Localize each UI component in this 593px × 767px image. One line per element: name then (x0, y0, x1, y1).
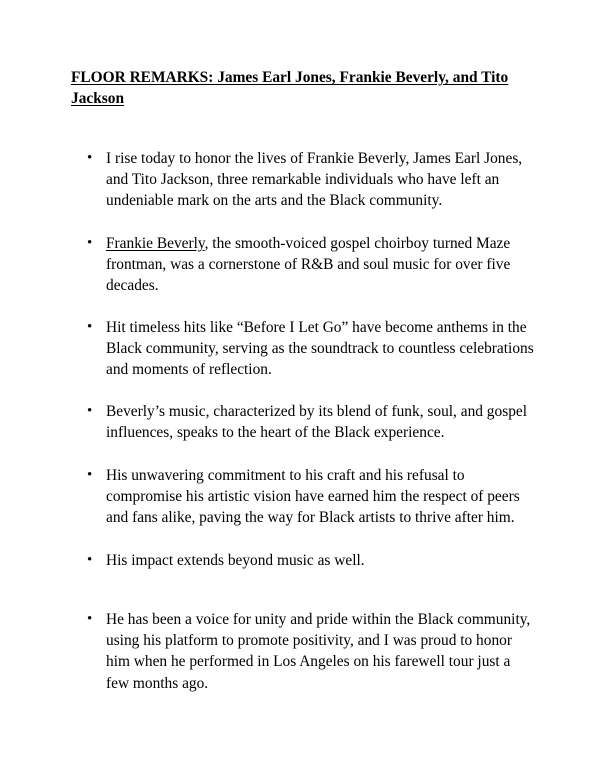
bullet-item (87, 148, 537, 212)
bullet-text: Beverly’s music, characterized by its blend of funk, soul, and gospel influences, speaks to the heart of the Black experience. (106, 403, 527, 442)
bullet-text: Hit timeless hits like “Before I Let Go” have become anthems in the Black community, serving as the soundtrack to countless celebrations and moments of reflection. (106, 319, 534, 379)
bullet-icon: • (87, 235, 93, 251)
bullet-text: I rise today to honor the lives of Frankie Beverly, James Earl Jones, and Tito Jackson, three remarkable individuals who have left an undeniable mark on the arts and the Black community. (106, 150, 523, 210)
bullet-text: His impact extends beyond music as well. (106, 552, 365, 569)
bullet-item (87, 401, 537, 443)
bullet-icon: • (87, 611, 93, 627)
bullet-icon: • (87, 552, 93, 568)
frankie-beverly-link[interactable]: Frankie Beverly (106, 235, 205, 252)
bullet-item (87, 317, 537, 381)
bullet-text: He has been a voice for unity and pride within the Black community, using his platform to promote positivity, and I was proud to honor him when he performed in Los Angeles on his farewell tour just a few months ago. (106, 611, 531, 692)
bullet-item (87, 550, 537, 571)
document-title: FLOOR REMARKS: James Earl Jones, Frankie Beverly, and Tito Jackson (71, 69, 509, 107)
bullet-icon: • (87, 150, 93, 166)
bullet-item (87, 465, 537, 529)
bullet-icon: • (87, 403, 93, 419)
bullet-item (87, 609, 537, 694)
bullet-text-with-link (106, 233, 537, 297)
bullet-icon: • (87, 467, 93, 483)
bullet-item (87, 233, 537, 297)
bullet-text: His unwavering commitment to his craft and his refusal to compromise his artistic vision have earned him the respect of peers and fans alike, paving the way for Black artists to thrive after him. (106, 467, 520, 527)
bullet-text: , the smooth-voiced gospel choirboy turned Maze frontman, was a cornerstone of R&B and soul music for over five decades. (106, 235, 511, 295)
bullet-icon: • (87, 319, 93, 335)
